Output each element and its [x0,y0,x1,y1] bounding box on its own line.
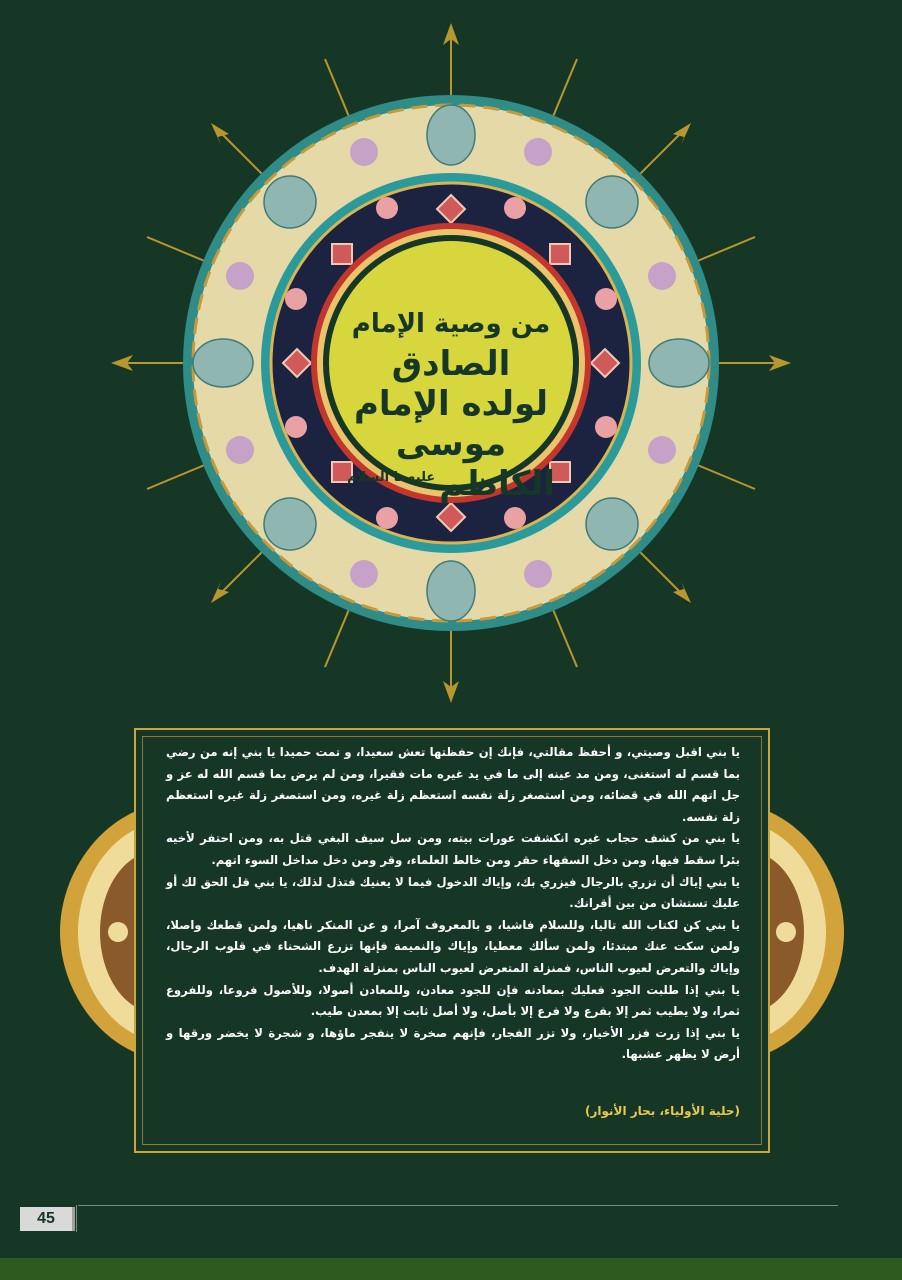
title-line-2: الصادق [391,344,511,384]
paragraph-3: يا بني إياك أن تزري بالرجال فيزري بك، وإياك الدخول فيما لا يعنيك فتذل لذلك، يا بني قل الحق لك أو عليك تستشان من بين أقرانك. [166,874,740,911]
paragraph-6: يا بني إذا زرت فزر الأخيار، ولا تزر الفجار، فإنهم صخرة لا ينفجر ماؤها، و شجرة لا يخضر ورقها و أرض لا يظهر عشبها. [166,1025,740,1062]
honorific: عليهما السلام [347,470,436,485]
paragraph-4: يا بني كن لكتاب الله تاليا، وللسلام فاشيا، و بالمعروف آمرا، و عن المنكر ناهيا، ولمن قطعك واصلا، ولمن سكت عنك مبتدئا، ولمن سألك معطيا، وإياك والنميمة فإنها تزرع الشحناء في قلوب الرجال، وإياك والتعرض لعيوب الناس، فمنزلة المتعرض لعيوب الناس بمنزلة الهدف. [166,917,740,975]
source-citation: (حلية الأولياء، بحار الأنوار) [584,1104,740,1118]
page-number: 45 [37,1210,55,1227]
page-number-box [20,1207,75,1231]
footer-rule [78,1205,838,1206]
medallion-title [331,286,571,526]
paragraph-5: يا بني إذا طلبت الجود فعليك بمعادنه فإن للجود معادن، وللمعادن أصولا، وللأصول فروعا، وللفروع ثمرا، ولا يطيب ثمر إلا بفرع ولا فرع إلا بأصل، ولا أصل ثابت إلا بمعدن طيب. [166,982,740,1019]
footer-divider [76,1205,77,1232]
paragraph-1: يا بني اقبل وصيتي، و أحفظ مقالتي، فإنك إن حفظتها تعش سعيدا، و تمت حميدا يا بني إنه من رضي بما قسم له استغنى، ومن مد عينه إلى ما في يد غيره مات فقيرا، ومن لم يرض بما قسم الله له عز و جل اتهم الله في قضائه، ومن استصغر زلة نفسه استعظم زلة غيره، ومن استصغر زلة غيره استعظم زلة نفسه. [166,745,740,824]
title-line-5: الكاظم [439,464,555,504]
article-body [166,742,740,1066]
title-line-3: لولده الإمام [353,384,549,424]
right-side-ornament [770,812,844,1052]
text-box [134,728,770,1153]
bottom-band [0,1258,902,1280]
paragraph-2: يا بني من كشف حجاب غيره انكشفت عورات بيته، ومن سل سيف البغي قتل به، ومن احتفر لأخيه بئرا سقط فيها، ومن دخل السفهاء حقر ومن خالط العلماء، وقر ومن دخل مداخل السوء اتهم. [166,831,740,867]
title-line-1: من وصية الإمام [351,309,551,339]
left-side-ornament [60,812,134,1052]
title-line-4: موسى [395,424,507,464]
title-line-5-row [347,464,555,504]
